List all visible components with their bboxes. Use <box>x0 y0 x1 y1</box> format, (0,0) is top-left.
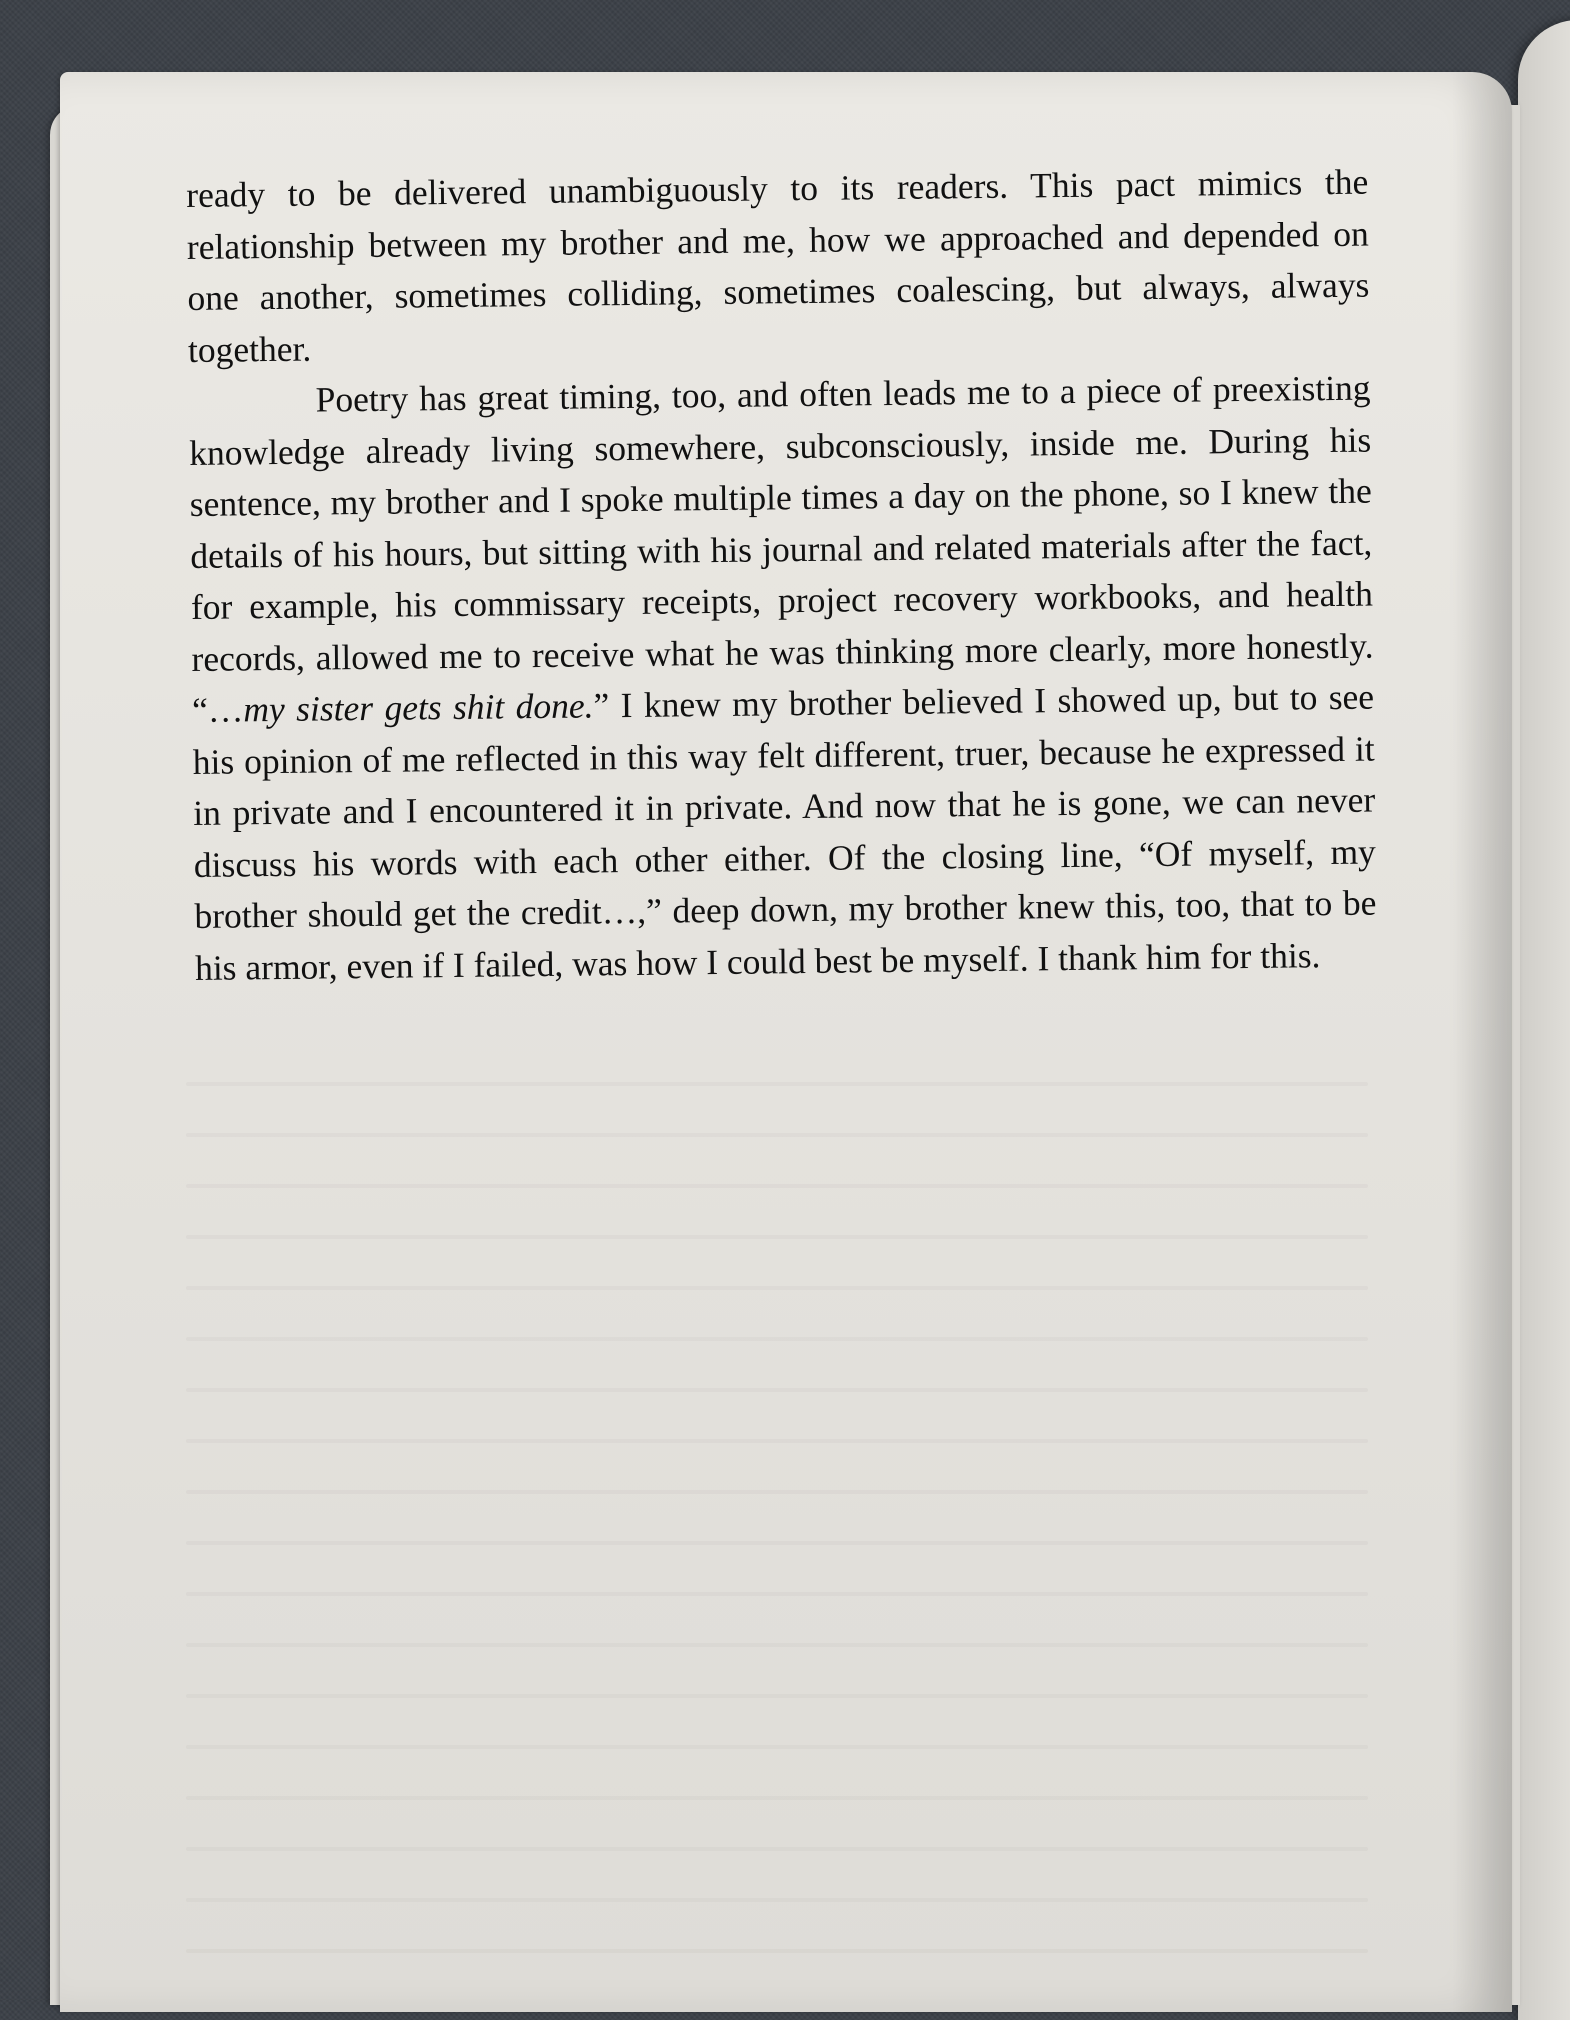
paragraph-2-italic-quote: my sister gets shit done. <box>243 685 594 730</box>
body-text <box>186 157 1377 994</box>
paragraph-1-text: ready to be delivered unambiguously to its readers. This pact mimics the relationship between my brother and me, how we approached and depended on one another, sometimes colliding, sometimes coalescing, but always, always together. <box>186 161 1370 370</box>
book-page <box>60 72 1512 2012</box>
paragraph-1 <box>186 157 1370 376</box>
adjacent-page-edge <box>1518 20 1570 2020</box>
paragraph-2 <box>188 363 1377 994</box>
paragraph-2-text-a: Poetry has great timing, too, and often leads me to a piece of preexisting knowledge already living somewhere, subconsciously, inside me. During his sentence, my brother and I spoke multiple times a day on the phone, so I knew the details of his hours, but sitting with his journal and related materials after the fact, for example, his commissary receipts, project recovery workbooks, and health records, allowed me to receive what he was thinking more clearly, more honestly. “… <box>188 367 1374 730</box>
show-through-from-reverse <box>186 1082 1368 1982</box>
paragraph-2-text-b: ” I knew my brother believed I showed up, but to see his opinion of me reflected in this way felt different, truer, because he expressed it in private and I encountered it in private. And now that he is gone, we can never discuss his words with each other either. Of the closing line, “Of myself, my brother should get the credit…,” deep down, my brother knew this, too, that to be his armor, even if I failed, was how I could best be myself. I thank him for this. <box>192 676 1377 988</box>
